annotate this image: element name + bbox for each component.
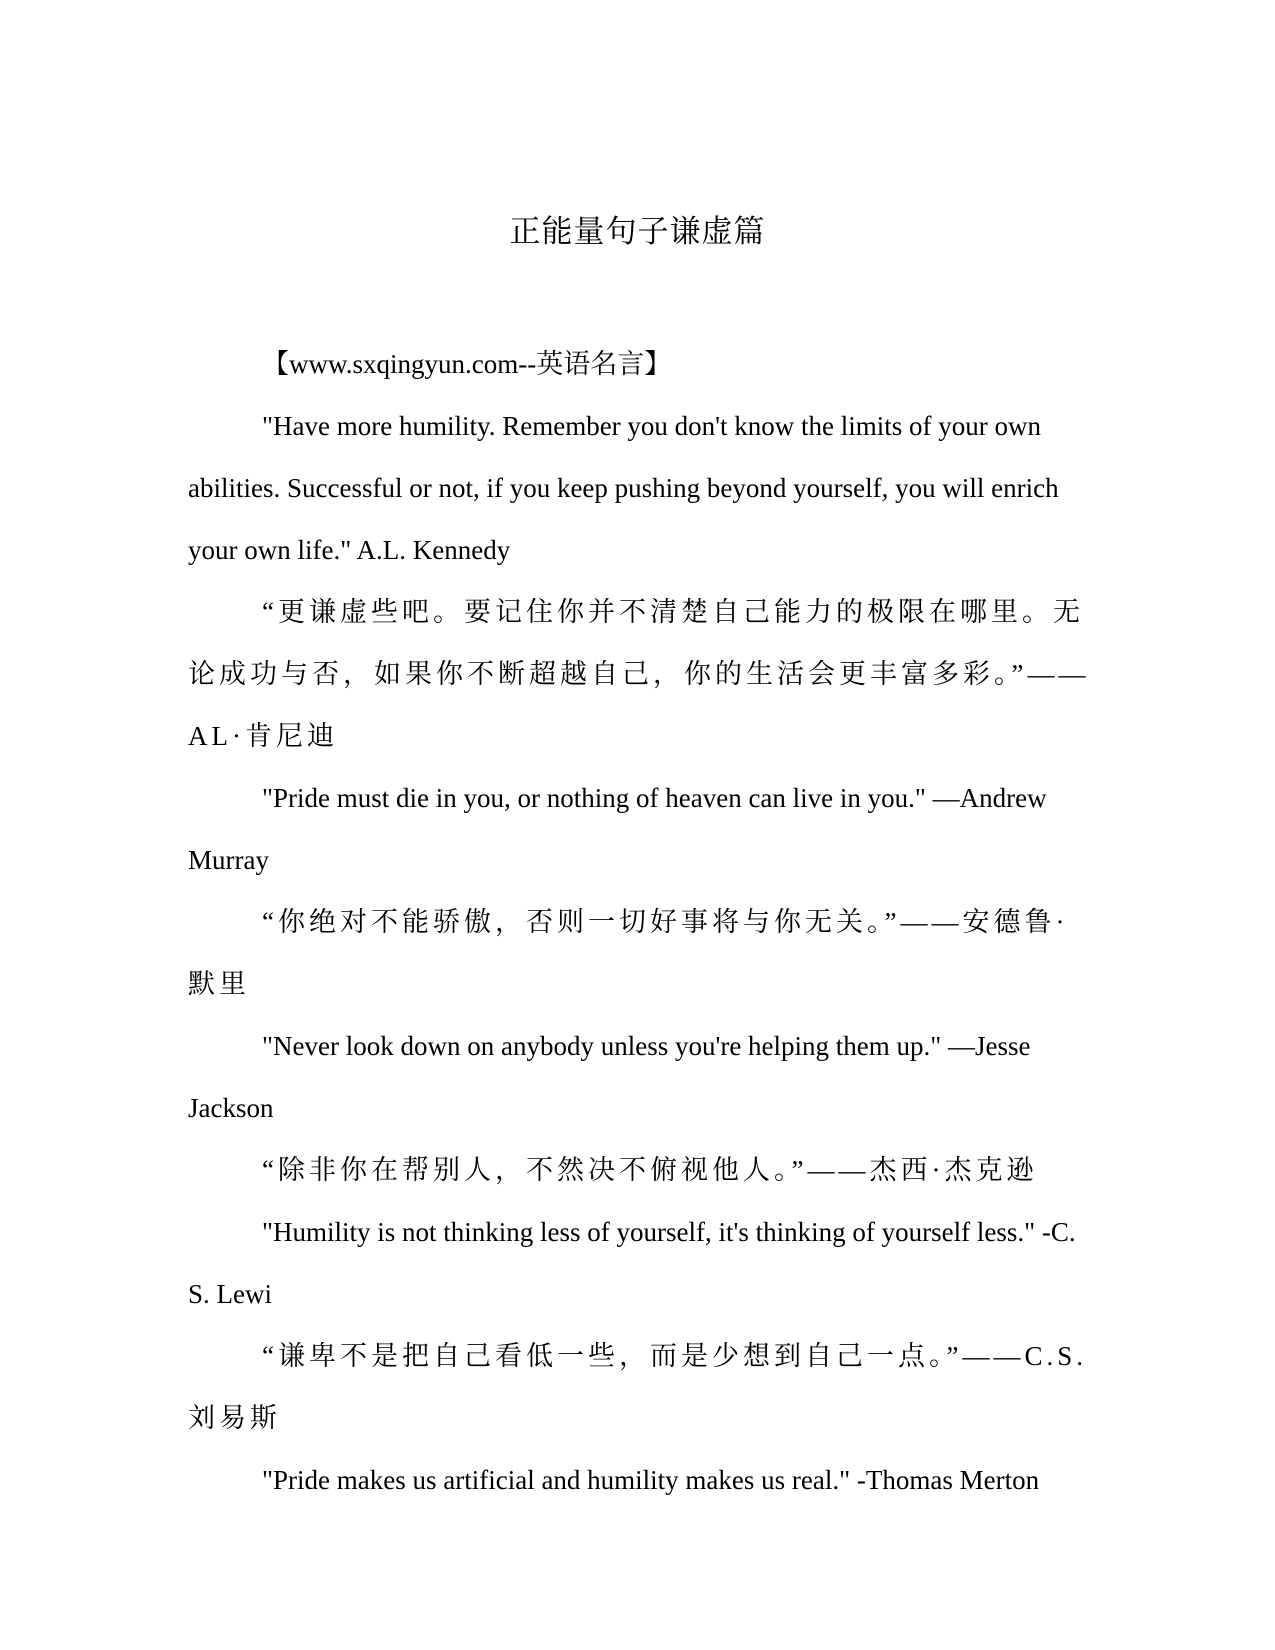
document-title: 正能量句子谦虚篇 xyxy=(509,214,766,250)
document-body xyxy=(188,333,1090,1511)
quote-en-murray: "Pride must die in you, or nothing of heaven can live in you." —Andrew Murray xyxy=(188,783,1047,875)
source-line: 【www.sxqingyun.com--英语名言】 xyxy=(262,349,672,379)
quote-zh-murray: “你绝对不能骄傲，否则一切好事将与你无关。”——安德鲁·默里 xyxy=(188,907,1069,999)
quote-en-jackson: "Never look down on anybody unless you're helping them up." —Jesse Jackson xyxy=(188,1031,1031,1123)
quote-en-kennedy: "Have more humility. Remember you don't know the limits of your own abilities. Successful or not, if you keep pushing beyond yourself, you will enrich your own life." A.L. Kennedy xyxy=(188,411,1059,565)
quote-en-merton: "Pride makes us artificial and humility makes us real." -Thomas Merton xyxy=(262,1465,1040,1495)
quote-zh-lewis: “谦卑不是把自己看低一些，而是少想到自己一点。”——C.S.刘易斯 xyxy=(188,1341,1087,1433)
quote-zh-jackson: “除非你在帮别人，不然决不俯视他人。”——杰西·杰克逊 xyxy=(262,1155,1038,1185)
quote-en-lewis: "Humility is not thinking less of yourself, it's thinking of yourself less." -C. S. Lewi xyxy=(188,1217,1076,1309)
quote-zh-kennedy: “更谦虚些吧。要记住你并不清楚自己能力的极限在哪里。无论成功与否，如果你不断超越自己，你的生活会更丰富多彩。”——AL·肯尼迪 xyxy=(188,597,1090,751)
